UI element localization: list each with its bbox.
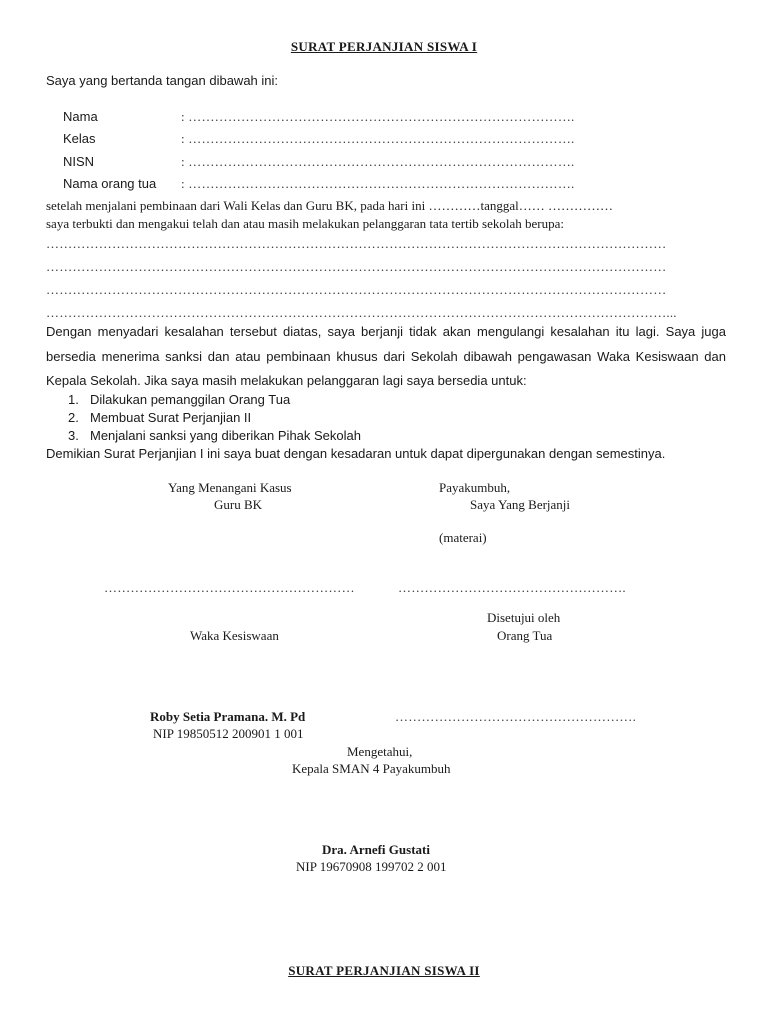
dot-line: ……………………………………………………………………………………………………………………………... bbox=[46, 305, 677, 320]
document-title: SURAT PERJANJIAN SISWA I bbox=[290, 39, 478, 54]
principal-nip: NIP 19670908 199702 2 001 bbox=[296, 859, 447, 874]
materai-label: (materai) bbox=[439, 530, 487, 545]
waka-role: Waka Kesiswaan bbox=[190, 628, 279, 643]
parent-role: Orang Tua bbox=[497, 628, 553, 643]
dot-line: …………………………………………………………………………………………………………………………… bbox=[46, 236, 667, 251]
waka-name: Roby Setia Pramana. M. Pd bbox=[150, 709, 306, 724]
principal-name: Dra. Arnefi Gustati bbox=[322, 842, 430, 857]
field-value-nama: : ……………………………………………………………………………. bbox=[181, 109, 575, 124]
field-label-nisn: NISN bbox=[63, 154, 95, 169]
signature-line-parent: ………………………………………………. bbox=[395, 709, 637, 724]
approved-by: Disetujui oleh bbox=[487, 610, 561, 625]
dot-line: …………………………………………………………………………………………………………………………… bbox=[46, 259, 667, 274]
left-role-2: Guru BK bbox=[214, 497, 263, 512]
principal-role: Kepala SMAN 4 Payakumbuh bbox=[292, 761, 451, 776]
list-item: Membuat Surat Perjanjian II bbox=[90, 410, 252, 425]
student-role: Saya Yang Berjanji bbox=[470, 497, 571, 512]
list-number: 3. bbox=[68, 428, 79, 443]
field-value-nisn: : ……………………………………………………………………………. bbox=[181, 154, 575, 169]
waka-nip: NIP 19850512 200901 1 001 bbox=[153, 726, 304, 741]
list-item: Menjalani sanksi yang diberikan Pihak Sekolah bbox=[90, 428, 361, 443]
field-label-nama: Nama bbox=[63, 109, 98, 124]
field-value-parent: : ……………………………………………………………………………. bbox=[181, 176, 575, 191]
statement-line-2: saya terbukti dan mengakui telah dan atau masih melakukan pelanggaran tata tertib sekolah berupa: bbox=[46, 216, 565, 231]
dot-line: …………………………………………………………………………………………………………………………… bbox=[46, 282, 667, 297]
list-number: 1. bbox=[68, 392, 79, 407]
list-number: 2. bbox=[68, 410, 79, 425]
field-label-kelas: Kelas bbox=[63, 131, 96, 146]
intro-text: Saya yang bertanda tangan dibawah ini: bbox=[46, 73, 279, 88]
knowing-label: Mengetahui, bbox=[347, 744, 413, 759]
left-role-1: Yang Menangani Kasus bbox=[168, 480, 292, 495]
field-label-parent: Nama orang tua bbox=[63, 176, 157, 191]
next-document-title: SURAT PERJANJIAN SISWA II bbox=[288, 963, 480, 978]
signature-line-student: ……………………………………………. bbox=[398, 580, 626, 595]
promise-paragraph: Dengan menyadari kesalahan tersebut diatas, saya berjanji tidak akan mengulangi kesalahan itu lagi. Saya juga bersedia menerima sanksi dan atau pembinaan khusus dari Sekolah dibawah pengawasan Waka Kesiswaan dan Kepala Sekolah. Jika saya masih melakukan pelanggaran lagi saya bersedia untuk: bbox=[46, 324, 726, 388]
list-item: Dilakukan pemanggilan Orang Tua bbox=[90, 392, 291, 407]
statement-line-1: setelah menjalani pembinaan dari Wali Kelas dan Guru BK, pada hari ini …………tanggal…… …………… bbox=[46, 198, 613, 213]
closing-text: Demikian Surat Perjanjian I ini saya buat dengan kesadaran untuk dapat dipergunakan dengan semestinya. bbox=[46, 446, 666, 461]
field-value-kelas: : ……………………………………………………………………………. bbox=[181, 131, 575, 146]
signature-line-guru-bk: ………………………………………………… bbox=[104, 580, 355, 595]
place-date: Payakumbuh, bbox=[439, 480, 511, 495]
